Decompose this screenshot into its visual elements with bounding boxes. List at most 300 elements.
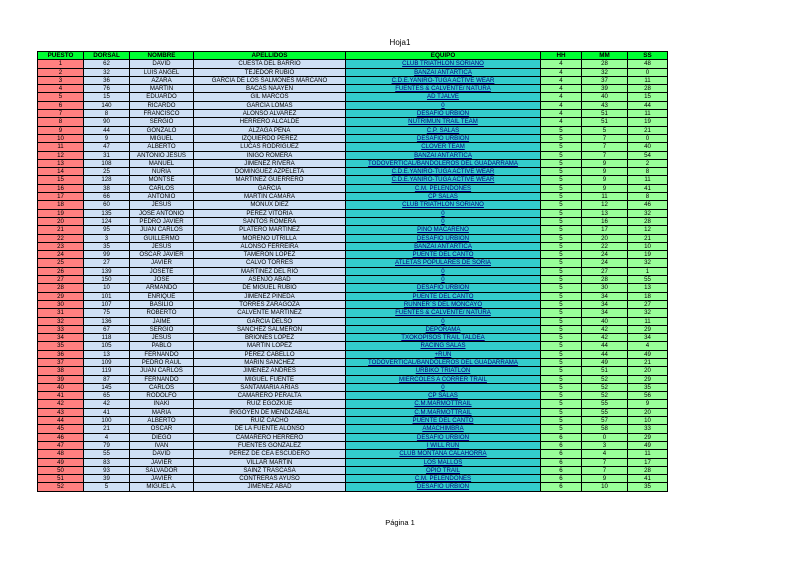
ss-cell: 0 bbox=[628, 134, 668, 142]
equipo-cell[interactable]: C.D.E.YANIRO-TUGA ACTIVE WEAR bbox=[346, 76, 541, 84]
mm-cell: 24 bbox=[582, 259, 628, 267]
ss-cell: 49 bbox=[628, 441, 668, 449]
hh-cell: 5 bbox=[541, 168, 582, 176]
ss-cell: 12 bbox=[628, 226, 668, 234]
table-row bbox=[38, 217, 668, 225]
equipo-cell[interactable]: DESAFIO URBION bbox=[346, 110, 541, 118]
nombre-cell: DIEGO bbox=[130, 433, 194, 441]
ss-cell: 17 bbox=[628, 458, 668, 466]
hh-cell: 5 bbox=[541, 342, 582, 350]
equipo-cell[interactable]: RACING SALAS bbox=[346, 342, 541, 350]
table-row bbox=[38, 450, 668, 458]
mm-cell: 7 bbox=[582, 466, 628, 474]
equipo-cell[interactable]: OPIO TRAIL bbox=[346, 466, 541, 474]
nombre-cell: FRANCISCO bbox=[130, 110, 194, 118]
mm-cell: 30 bbox=[582, 284, 628, 292]
ss-cell: 8 bbox=[628, 193, 668, 201]
mm-cell: 27 bbox=[582, 267, 628, 275]
nombre-cell: ROBERTO bbox=[130, 309, 194, 317]
mm-cell: 57 bbox=[582, 417, 628, 425]
table-row bbox=[38, 193, 668, 201]
dorsal-cell: 87 bbox=[84, 375, 130, 383]
equipo-cell[interactable]: CLUB TRIATHLON SORIANO bbox=[346, 60, 541, 68]
puesto-cell: 6 bbox=[38, 101, 84, 109]
mm-cell: 7 bbox=[582, 134, 628, 142]
apellidos-cell: MARTIN LÓPEZ bbox=[194, 342, 346, 350]
equipo-cell[interactable]: PINO MACARENO bbox=[346, 226, 541, 234]
puesto-cell: 20 bbox=[38, 217, 84, 225]
puesto-cell: 7 bbox=[38, 110, 84, 118]
hh-cell: 5 bbox=[541, 234, 582, 242]
equipo-cell[interactable]: PUENTE DEL CANTO bbox=[346, 251, 541, 259]
dorsal-cell: 60 bbox=[84, 201, 130, 209]
hh-cell: 5 bbox=[541, 126, 582, 134]
nombre-cell: JAVIER bbox=[130, 475, 194, 483]
nombre-cell: JUAN CARLOS bbox=[130, 226, 194, 234]
table-row bbox=[38, 350, 668, 358]
ss-cell: 0 bbox=[628, 68, 668, 76]
nombre-cell: JESUS bbox=[130, 334, 194, 342]
equipo-cell[interactable]: C.M. PELENDONES bbox=[346, 475, 541, 483]
dorsal-cell: 31 bbox=[84, 151, 130, 159]
ss-cell: 49 bbox=[628, 350, 668, 358]
hh-cell: 6 bbox=[541, 483, 582, 491]
dorsal-cell: 79 bbox=[84, 441, 130, 449]
apellidos-cell: TORRES ZARAGOZA bbox=[194, 300, 346, 308]
equipo-cell[interactable]: PUENTE DEL CANTO bbox=[346, 292, 541, 300]
equipo-cell[interactable]: 0 bbox=[346, 276, 541, 284]
ss-cell: 2 bbox=[628, 159, 668, 167]
nombre-cell: MARIA bbox=[130, 408, 194, 416]
ss-cell: 11 bbox=[628, 450, 668, 458]
equipo-cell[interactable]: TXOKOPISOS TRAIL TALDEA bbox=[346, 334, 541, 342]
puesto-cell: 30 bbox=[38, 300, 84, 308]
ss-cell: 20 bbox=[628, 367, 668, 375]
nombre-cell: GUILLERMO bbox=[130, 234, 194, 242]
hh-cell: 4 bbox=[541, 76, 582, 84]
table-row bbox=[38, 441, 668, 449]
puesto-cell: 31 bbox=[38, 309, 84, 317]
table-row bbox=[38, 276, 668, 284]
apellidos-cell: PEREZ DE CEA ESCUDERO bbox=[194, 450, 346, 458]
dorsal-cell: 36 bbox=[84, 76, 130, 84]
ss-cell: 44 bbox=[628, 101, 668, 109]
table-row bbox=[38, 458, 668, 466]
mm-cell: 7 bbox=[582, 458, 628, 466]
table-row bbox=[38, 433, 668, 441]
hh-cell: 5 bbox=[541, 193, 582, 201]
dorsal-cell: 10 bbox=[84, 284, 130, 292]
puesto-cell: 24 bbox=[38, 251, 84, 259]
hh-cell: 4 bbox=[541, 68, 582, 76]
column-header-apellidos: APELLIDOS bbox=[194, 52, 346, 60]
column-header-puesto: PUESTO bbox=[38, 52, 84, 60]
table-row bbox=[38, 251, 668, 259]
dorsal-cell: 108 bbox=[84, 159, 130, 167]
apellidos-cell: CALVENTE MARTINEZ bbox=[194, 309, 346, 317]
ss-cell: 9 bbox=[628, 400, 668, 408]
hh-cell: 4 bbox=[541, 93, 582, 101]
apellidos-cell: ALONSO FERREIRA bbox=[194, 242, 346, 250]
hh-cell: 5 bbox=[541, 159, 582, 167]
equipo-cell[interactable]: C.D.E.YANIRO-TUGA ACTIVE WEAR bbox=[346, 176, 541, 184]
equipo-cell[interactable]: URBIKO TRIATLON bbox=[346, 367, 541, 375]
apellidos-cell: IZQUIERDO PEREZ bbox=[194, 134, 346, 142]
nombre-cell: LUIS ANGEL bbox=[130, 68, 194, 76]
dorsal-cell: 25 bbox=[84, 168, 130, 176]
dorsal-cell: 124 bbox=[84, 217, 130, 225]
ss-cell: 10 bbox=[628, 242, 668, 250]
hh-cell: 6 bbox=[541, 475, 582, 483]
nombre-cell: SERGIO bbox=[130, 118, 194, 126]
table-row bbox=[38, 118, 668, 126]
apellidos-cell: DE MIGUEL RUBIO bbox=[194, 284, 346, 292]
mm-cell: 52 bbox=[582, 375, 628, 383]
nombre-cell: PABLO bbox=[130, 342, 194, 350]
puesto-cell: 23 bbox=[38, 242, 84, 250]
ss-cell: 34 bbox=[628, 334, 668, 342]
table-row bbox=[38, 110, 668, 118]
apellidos-cell: PÉREZ CABELLO bbox=[194, 350, 346, 358]
equipo-cell[interactable]: CLUB MONTAÑA CALAHORRA bbox=[346, 450, 541, 458]
mm-cell: 34 bbox=[582, 292, 628, 300]
apellidos-cell: JIMENEZ PINEDA bbox=[194, 292, 346, 300]
apellidos-cell: HERRERO ALCALDE bbox=[194, 118, 346, 126]
puesto-cell: 43 bbox=[38, 408, 84, 416]
apellidos-cell: IRIGOYEN DE MENDIZABAL bbox=[194, 408, 346, 416]
hh-cell: 5 bbox=[541, 350, 582, 358]
puesto-cell: 19 bbox=[38, 209, 84, 217]
puesto-cell: 38 bbox=[38, 367, 84, 375]
table-row bbox=[38, 68, 668, 76]
table-row bbox=[38, 383, 668, 391]
apellidos-cell: SAINZ TRASCASA bbox=[194, 466, 346, 474]
mm-cell: 5 bbox=[582, 126, 628, 134]
puesto-cell: 3 bbox=[38, 76, 84, 84]
equipo-cell[interactable]: LOS MALLOS bbox=[346, 458, 541, 466]
equipo-cell[interactable]: TODOVERTICAL/BANDOLEROS DEL GUADARRAMA bbox=[346, 159, 541, 167]
nombre-cell: AZARA bbox=[130, 76, 194, 84]
nombre-cell: MONTSE bbox=[130, 176, 194, 184]
mm-cell: 13 bbox=[582, 209, 628, 217]
table-row bbox=[38, 292, 668, 300]
puesto-cell: 44 bbox=[38, 417, 84, 425]
dorsal-cell: 90 bbox=[84, 118, 130, 126]
ss-cell: 32 bbox=[628, 209, 668, 217]
table-row bbox=[38, 151, 668, 159]
equipo-cell[interactable]: C.P. SALAS bbox=[346, 126, 541, 134]
equipo-cell[interactable]: FUENTES & CALVENTE/ NATURA bbox=[346, 85, 541, 93]
apellidos-cell: BRIONES LOPEZ bbox=[194, 334, 346, 342]
ss-cell: 54 bbox=[628, 151, 668, 159]
apellidos-cell: LUCAS RODRIGUEZ bbox=[194, 143, 346, 151]
equipo-cell[interactable]: 0 bbox=[346, 101, 541, 109]
table-row bbox=[38, 159, 668, 167]
nombre-cell: ENRIQUE bbox=[130, 292, 194, 300]
equipo-cell[interactable]: CLOVER TEAM bbox=[346, 143, 541, 151]
hh-cell: 5 bbox=[541, 408, 582, 416]
puesto-cell: 48 bbox=[38, 450, 84, 458]
equipo-cell[interactable]: DESAFIO URBION bbox=[346, 134, 541, 142]
ss-cell: 21 bbox=[628, 126, 668, 134]
hh-cell: 5 bbox=[541, 284, 582, 292]
equipo-cell[interactable]: PUENTE DEL CANTO bbox=[346, 417, 541, 425]
nombre-cell: ALBERTO bbox=[130, 143, 194, 151]
nombre-cell: JAVIER bbox=[130, 458, 194, 466]
apellidos-cell: MARIN SANCHEZ bbox=[194, 358, 346, 366]
ss-cell: 33 bbox=[628, 425, 668, 433]
hh-cell: 5 bbox=[541, 367, 582, 375]
puesto-cell: 21 bbox=[38, 226, 84, 234]
equipo-cell[interactable]: 0 bbox=[346, 217, 541, 225]
apellidos-cell: SANTAMARIA ARIAS bbox=[194, 383, 346, 391]
puesto-cell: 17 bbox=[38, 193, 84, 201]
ss-cell: 11 bbox=[628, 110, 668, 118]
equipo-cell[interactable]: C.M.MARMOTTRAIL bbox=[346, 408, 541, 416]
apellidos-cell: MARTIN CAMARA bbox=[194, 193, 346, 201]
dorsal-cell: 136 bbox=[84, 317, 130, 325]
equipo-cell[interactable]: MIERCOLES A CORRER TRAIL bbox=[346, 375, 541, 383]
puesto-cell: 50 bbox=[38, 466, 84, 474]
dorsal-cell: 101 bbox=[84, 292, 130, 300]
ss-cell: 48 bbox=[628, 60, 668, 68]
puesto-cell: 2 bbox=[38, 68, 84, 76]
equipo-cell[interactable]: +RUN bbox=[346, 350, 541, 358]
mm-cell: 7 bbox=[582, 151, 628, 159]
equipo-cell[interactable]: DESAFIO URBION bbox=[346, 433, 541, 441]
puesto-cell: 47 bbox=[38, 441, 84, 449]
equipo-cell[interactable]: BANZAI ANTÁRTICA bbox=[346, 242, 541, 250]
puesto-cell: 11 bbox=[38, 143, 84, 151]
table-row bbox=[38, 417, 668, 425]
equipo-cell[interactable]: ATLETAS POPULARES DE SORIA bbox=[346, 259, 541, 267]
nombre-cell: PEDRO JAVIER bbox=[130, 217, 194, 225]
puesto-cell: 13 bbox=[38, 159, 84, 167]
apellidos-cell: JIMENEZ RIVERA bbox=[194, 159, 346, 167]
mm-cell: 10 bbox=[582, 483, 628, 491]
apellidos-cell: DE LA FUENTE ALONSO bbox=[194, 425, 346, 433]
nombre-cell: MIGUEL A. bbox=[130, 483, 194, 491]
nombre-cell: FERNANDO bbox=[130, 375, 194, 383]
apellidos-cell: JIMENEZ ANDRES bbox=[194, 367, 346, 375]
apellidos-cell: GARCÍA LOMAS bbox=[194, 101, 346, 109]
equipo-cell[interactable]: CLUB TRIATHLON SORIANO bbox=[346, 201, 541, 209]
dorsal-cell: 44 bbox=[84, 126, 130, 134]
table-row bbox=[38, 226, 668, 234]
ss-cell: 15 bbox=[628, 93, 668, 101]
table-row bbox=[38, 85, 668, 93]
apellidos-cell: IÑIGO ROMERA bbox=[194, 151, 346, 159]
dorsal-cell: 118 bbox=[84, 334, 130, 342]
table-row bbox=[38, 325, 668, 333]
mm-cell: 32 bbox=[582, 68, 628, 76]
apellidos-cell: MOÑUX DIEZ bbox=[194, 201, 346, 209]
equipo-cell[interactable]: RUNNER´S DEL MONCAYO bbox=[346, 300, 541, 308]
table-row bbox=[38, 392, 668, 400]
mm-cell: 17 bbox=[582, 226, 628, 234]
dorsal-cell: 9 bbox=[84, 134, 130, 142]
hh-cell: 5 bbox=[541, 292, 582, 300]
puesto-cell: 15 bbox=[38, 176, 84, 184]
dorsal-cell: 105 bbox=[84, 342, 130, 350]
puesto-cell: 10 bbox=[38, 134, 84, 142]
equipo-cell[interactable]: I WILL RUN bbox=[346, 441, 541, 449]
equipo-cell[interactable]: C.D.E.YANIRO-TUGA ACTIVE WEAR bbox=[346, 168, 541, 176]
puesto-cell: 40 bbox=[38, 383, 84, 391]
equipo-cell[interactable]: CP SALAS bbox=[346, 392, 541, 400]
hh-cell: 5 bbox=[541, 358, 582, 366]
mm-cell: 9 bbox=[582, 184, 628, 192]
table-row bbox=[38, 76, 668, 84]
hh-cell: 5 bbox=[541, 184, 582, 192]
equipo-cell[interactable]: C.M. PELENDONES bbox=[346, 184, 541, 192]
hh-cell: 4 bbox=[541, 85, 582, 93]
puesto-cell: 51 bbox=[38, 475, 84, 483]
equipo-cell[interactable]: 0 bbox=[346, 383, 541, 391]
apellidos-cell: ALONSO ALVAREZ bbox=[194, 110, 346, 118]
hh-cell: 5 bbox=[541, 392, 582, 400]
apellidos-cell: MIGUEL FUENTE bbox=[194, 375, 346, 383]
hh-cell: 4 bbox=[541, 60, 582, 68]
mm-cell: 44 bbox=[582, 350, 628, 358]
nombre-cell: ANTONIO JESUS bbox=[130, 151, 194, 159]
dorsal-cell: 150 bbox=[84, 276, 130, 284]
equipo-cell[interactable]: 0 bbox=[346, 267, 541, 275]
equipo-cell[interactable]: BANZAI ANTÁRTICA bbox=[346, 68, 541, 76]
mm-cell: 16 bbox=[582, 217, 628, 225]
dorsal-cell: 75 bbox=[84, 309, 130, 317]
puesto-cell: 52 bbox=[38, 483, 84, 491]
table-row bbox=[38, 483, 668, 491]
hh-cell: 5 bbox=[541, 325, 582, 333]
equipo-cell[interactable]: C.M.MARMOTTRAIL bbox=[346, 400, 541, 408]
nombre-cell: NURIA bbox=[130, 168, 194, 176]
mm-cell: 9 bbox=[582, 159, 628, 167]
equipo-cell[interactable]: BANZAI ANTÁRTICA bbox=[346, 151, 541, 159]
equipo-cell[interactable]: AD TJALVE bbox=[346, 93, 541, 101]
mm-cell: 0 bbox=[582, 433, 628, 441]
puesto-cell: 37 bbox=[38, 358, 84, 366]
apellidos-cell: FUENTES GONZALEZ bbox=[194, 441, 346, 449]
puesto-cell: 27 bbox=[38, 276, 84, 284]
nombre-cell: JESUS bbox=[130, 201, 194, 209]
column-header-dorsal: DORSAL bbox=[84, 52, 130, 60]
nombre-cell: MIGUEL bbox=[130, 134, 194, 142]
table-row bbox=[38, 134, 668, 142]
apellidos-cell: MORENO UTRILLA bbox=[194, 234, 346, 242]
nombre-cell: RICARDO bbox=[130, 101, 194, 109]
nombre-cell: CARLOS bbox=[130, 383, 194, 391]
hh-cell: 6 bbox=[541, 458, 582, 466]
equipo-cell[interactable]: DESAFIO URBION bbox=[346, 483, 541, 491]
nombre-cell: JOSE bbox=[130, 276, 194, 284]
apellidos-cell: VILLAR MARTIN bbox=[194, 458, 346, 466]
nombre-cell: CARLOS bbox=[130, 184, 194, 192]
hh-cell: 5 bbox=[541, 242, 582, 250]
equipo-cell[interactable]: DESAFIO URBION bbox=[346, 234, 541, 242]
dorsal-cell: 15 bbox=[84, 93, 130, 101]
hh-cell: 5 bbox=[541, 259, 582, 267]
dorsal-cell: 135 bbox=[84, 209, 130, 217]
equipo-cell[interactable]: TODOVERTICAL/BANDOLEROS DEL GUADARRAMA bbox=[346, 358, 541, 366]
table-row bbox=[38, 375, 668, 383]
equipo-cell[interactable]: NUTRIMUN TRAIL TEAM bbox=[346, 118, 541, 126]
nombre-cell: MANUEL bbox=[130, 159, 194, 167]
ss-cell: 55 bbox=[628, 276, 668, 284]
apellidos-cell: GARCIA DELSO bbox=[194, 317, 346, 325]
apellidos-cell: SANCHEZ SALMERÓN bbox=[194, 325, 346, 333]
table-row bbox=[38, 475, 668, 483]
equipo-cell[interactable]: DEPORAMA bbox=[346, 325, 541, 333]
apellidos-cell: SANTOS ROMERA bbox=[194, 217, 346, 225]
table-row bbox=[38, 317, 668, 325]
apellidos-cell: CAMARERO HERRERO bbox=[194, 433, 346, 441]
nombre-cell: OSCAR bbox=[130, 425, 194, 433]
puesto-cell: 41 bbox=[38, 392, 84, 400]
nombre-cell: JAIME bbox=[130, 317, 194, 325]
dorsal-cell: 41 bbox=[84, 408, 130, 416]
equipo-cell[interactable]: 0 bbox=[346, 209, 541, 217]
hh-cell: 6 bbox=[541, 450, 582, 458]
mm-cell: 9 bbox=[582, 475, 628, 483]
table-row bbox=[38, 334, 668, 342]
puesto-cell: 36 bbox=[38, 350, 84, 358]
hh-cell: 5 bbox=[541, 417, 582, 425]
nombre-cell: OSCAR JAVIER bbox=[130, 251, 194, 259]
apellidos-cell: ALZAGA PEÑA bbox=[194, 126, 346, 134]
dorsal-cell: 66 bbox=[84, 193, 130, 201]
mm-cell: 7 bbox=[582, 143, 628, 151]
nombre-cell: IÑAKI bbox=[130, 400, 194, 408]
apellidos-cell: MARTINEZ GUERRERO bbox=[194, 176, 346, 184]
hh-cell: 5 bbox=[541, 151, 582, 159]
mm-cell: 44 bbox=[582, 342, 628, 350]
table-row bbox=[38, 267, 668, 275]
apellidos-cell: DOMINGUEZ AZPELETA bbox=[194, 168, 346, 176]
apellidos-cell: GARCIA bbox=[194, 184, 346, 192]
equipo-cell[interactable]: 0 bbox=[346, 317, 541, 325]
equipo-cell[interactable]: CP SALAS bbox=[346, 193, 541, 201]
apellidos-cell: TAMERON LOPEZ bbox=[194, 251, 346, 259]
dorsal-cell: 95 bbox=[84, 226, 130, 234]
ss-cell: 18 bbox=[628, 292, 668, 300]
apellidos-cell: GARCIA DE LOS SALMONES MARCANO bbox=[194, 76, 346, 84]
nombre-cell: RODOLFO bbox=[130, 392, 194, 400]
dorsal-cell: 4 bbox=[84, 433, 130, 441]
mm-cell: 37 bbox=[582, 76, 628, 84]
puesto-cell: 32 bbox=[38, 317, 84, 325]
hh-cell: 6 bbox=[541, 433, 582, 441]
equipo-cell[interactable]: AMACHIMBRA bbox=[346, 425, 541, 433]
hh-cell: 5 bbox=[541, 176, 582, 184]
nombre-cell: IVAN bbox=[130, 441, 194, 449]
mm-cell: 40 bbox=[582, 317, 628, 325]
nombre-cell: JOSETE bbox=[130, 267, 194, 275]
table-row bbox=[38, 176, 668, 184]
hh-cell: 5 bbox=[541, 134, 582, 142]
equipo-cell[interactable]: FUENTES & CALVENTE/ NATURA bbox=[346, 309, 541, 317]
ss-cell: 27 bbox=[628, 300, 668, 308]
puesto-cell: 29 bbox=[38, 292, 84, 300]
dorsal-cell: 140 bbox=[84, 101, 130, 109]
ss-cell: 35 bbox=[628, 483, 668, 491]
dorsal-cell: 32 bbox=[84, 68, 130, 76]
ss-cell: 19 bbox=[628, 118, 668, 126]
hh-cell: 5 bbox=[541, 425, 582, 433]
ss-cell: 11 bbox=[628, 176, 668, 184]
equipo-cell[interactable]: DESAFIO URBION bbox=[346, 284, 541, 292]
apellidos-cell: PEREZ VITORIA bbox=[194, 209, 346, 217]
